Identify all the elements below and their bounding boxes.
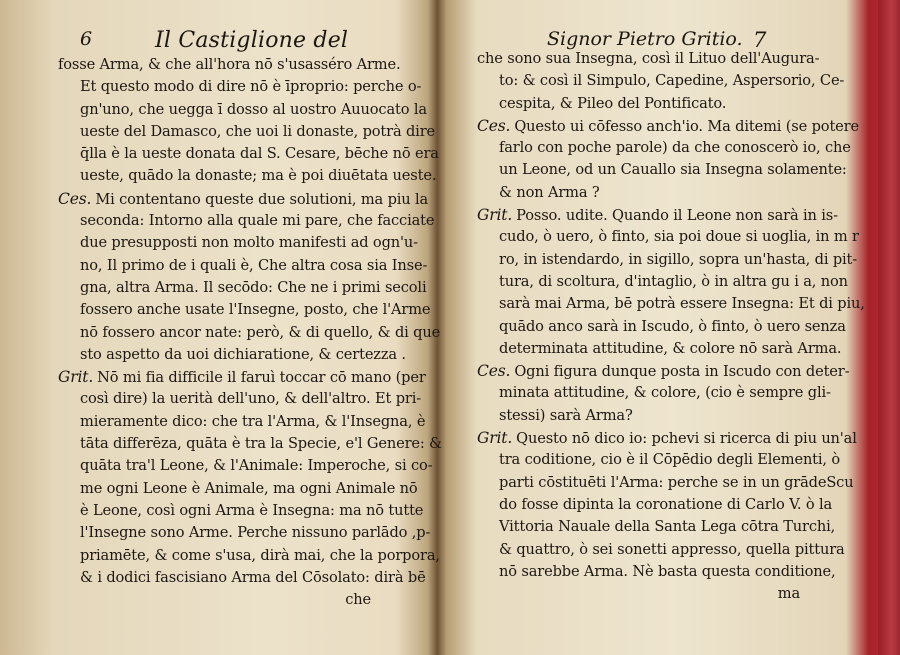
speaker-label: Ces. xyxy=(477,362,511,381)
line-text: nō fossero ancor nate: però, & di quello, & di que xyxy=(80,323,441,341)
text-line xyxy=(58,210,435,232)
line-text: mieramente dico: che tra l'Arma, & l'Insegna, è xyxy=(80,412,426,430)
line-text: no, Il primo de i quali è, Che altra cosa sia Inse- xyxy=(80,256,428,274)
text-line xyxy=(58,411,426,433)
line-text: tura, di scoltura, d'intaglio, ò in altra gu i a, non xyxy=(499,272,848,290)
left-page-number: 6 xyxy=(80,28,93,50)
text-line xyxy=(477,382,831,404)
text-line xyxy=(58,500,424,522)
line-text: l'Insegne sono Arme. Perche nissuno parlādo ,p- xyxy=(80,524,431,542)
line-text: che sono sua Insegna, così il Lituo dell'Augura- xyxy=(477,50,820,67)
text-line xyxy=(477,539,845,561)
text-line xyxy=(477,204,838,226)
line-text: determinata attitudine, & colore nō sarà Arma. xyxy=(499,339,842,357)
catchword: ma xyxy=(777,585,800,603)
line-text: seconda: Intorno alla quale mi pare, che facciate xyxy=(80,212,435,230)
line-text: minata attitudine, & colore, (cio è sempre gli- xyxy=(499,384,831,402)
text-line xyxy=(58,143,439,165)
line-text: Ogni figura dunque posta in Iscudo con deter- xyxy=(514,363,850,381)
line-text: quāta tra'l Leone, & l'Animale: Imperoche, si co- xyxy=(80,457,433,475)
right-page xyxy=(437,0,877,655)
line-text: un Leone, od un Cauallo sia Insegna solamente: xyxy=(499,161,847,179)
line-text: cespita, & Pileo del Pontificato. xyxy=(499,94,727,112)
text-line xyxy=(477,316,846,338)
text-line xyxy=(477,561,836,583)
text-line xyxy=(477,48,820,70)
text-line xyxy=(58,522,431,544)
speaker-label: Grit. xyxy=(477,429,513,448)
line-text: quādo anco sarà in Iscudo, ò finto, ò uero senza xyxy=(499,317,846,335)
text-line xyxy=(58,388,422,410)
speaker-label: Ces. xyxy=(58,189,92,208)
text-line xyxy=(477,159,847,181)
text-line xyxy=(477,249,858,271)
line-text: Posso. udite. Quando il Leone non sarà in is- xyxy=(516,207,838,225)
line-text: to: & così il Simpulo, Capedine, Aspersorio, Ce- xyxy=(499,72,845,90)
left-page-body xyxy=(58,54,442,611)
line-text: priamēte, & come s'usa, dirà mai, che la porpora, xyxy=(80,546,440,564)
line-text: do fosse dipinta la coronatione di Carlo V. ò la xyxy=(499,495,833,513)
text-line xyxy=(477,494,833,516)
line-text: ueste, quādo la donaste; ma è poi diuētata ueste. xyxy=(80,167,437,185)
line-text: Questo nō dico io: pchevi si ricerca di piu un'al xyxy=(516,430,857,448)
text-line xyxy=(477,226,859,248)
right-running-head: Signor Pietro Gritio. xyxy=(547,28,743,50)
text-line xyxy=(58,478,418,500)
speaker-label: Ces. xyxy=(477,116,511,135)
text-line xyxy=(58,277,427,299)
text-line xyxy=(477,293,865,315)
line-text: fosse Arma, & che all'hora nō s'usasséro Arme. xyxy=(58,56,401,73)
text-line xyxy=(477,427,857,449)
text-line xyxy=(477,115,859,137)
left-running-head: Il Castiglione del xyxy=(155,28,349,53)
text-line xyxy=(477,338,842,360)
text-line xyxy=(58,99,427,121)
text-line xyxy=(58,455,433,477)
text-line xyxy=(58,344,406,366)
text-line xyxy=(477,405,812,427)
text-line xyxy=(58,433,442,455)
text-line xyxy=(58,322,441,344)
line-text: è Leone, così ogni Arma è Insegna: ma nō tutte xyxy=(80,501,424,519)
line-text: sto aspetto da uoi dichiaratione, & certezza . xyxy=(80,345,406,363)
line-text: Nō mi fia difficile il faruì toccar cō mano (per xyxy=(97,369,426,387)
text-line xyxy=(58,299,431,321)
line-text: parti cōstituēti l'Arma: perche se in un grādeScu xyxy=(499,473,854,491)
text-line xyxy=(477,516,836,538)
line-text: Mi contentano queste due solutioni, ma piu la xyxy=(95,190,429,208)
line-text: stessi) sarà Arma? xyxy=(499,406,633,424)
text-line xyxy=(58,76,422,98)
catchword: che xyxy=(345,591,371,609)
line-text: & i dodici fascisiano Arma del Cōsolato: dirà bē xyxy=(80,568,426,586)
line-text: così dire) la uerità dell'uno, & dell'altro. Et pri- xyxy=(80,390,422,408)
line-text: ro, in istendardo, in sigillo, sopra un'hasta, di pit- xyxy=(499,250,858,268)
line-text: & non Arma ? xyxy=(499,183,600,201)
right-page-number: 7 xyxy=(753,28,767,52)
line-text: me ogni Leone è Animale, ma ogni Animale nō xyxy=(80,479,418,497)
text-line xyxy=(477,182,812,204)
text-line xyxy=(58,232,418,254)
text-line xyxy=(477,360,850,382)
text-line xyxy=(477,93,812,115)
line-text: q̄lla è la ueste donata dal S. Cesare, bēche nō era xyxy=(80,145,439,163)
text-line xyxy=(477,449,841,471)
text-line xyxy=(58,188,429,210)
line-text: tra coditione, cio è il Cōpēdio degli Elementi, ò xyxy=(499,451,841,469)
line-text: tāta differēza, quāta è tra la Specie, e'l Genere: & xyxy=(80,435,442,453)
line-text: Et questo modo di dire nō è īproprio: perche o- xyxy=(80,78,422,96)
text-line xyxy=(58,121,436,143)
text-line xyxy=(58,545,440,567)
text-line xyxy=(477,70,845,92)
text-line xyxy=(58,54,401,76)
line-text: cudo, ò uero, ò finto, sia poi doue si uoglia, in m r xyxy=(499,228,859,246)
left-page xyxy=(0,0,442,655)
speaker-label: Grit. xyxy=(477,206,513,225)
line-text: sarà mai Arma, bē potrà essere Insegna: Et di piu, xyxy=(499,295,865,313)
speaker-label: Grit. xyxy=(58,368,94,387)
line-text: Questo ui cōfesso anch'io. Ma ditemi (se potere xyxy=(514,117,859,135)
text-line xyxy=(477,271,848,293)
text-line xyxy=(58,165,437,187)
right-page-body xyxy=(477,48,865,605)
text-line xyxy=(58,255,428,277)
line-text: nō sarebbe Arma. Nè basta questa conditione, xyxy=(499,562,836,580)
text-line xyxy=(477,137,851,159)
line-text: gna, altra Arma. Il secōdo: Che ne i primi secoli xyxy=(80,278,427,296)
line-text: & quattro, ò sei sonetti appresso, quella pittura xyxy=(499,540,845,558)
line-text: gn'uno, che uegga ī dosso al uostro Auuocato la xyxy=(80,100,427,118)
line-text: fossero anche usate l'Insegne, posto, che l'Arme xyxy=(80,301,431,319)
red-edge-tab xyxy=(878,0,900,655)
text-line xyxy=(58,567,426,589)
line-text: due presupposti non molto manifesti ad ogn'u- xyxy=(80,234,418,252)
line-text: ueste del Damasco, che uoi li donaste, potrà dire xyxy=(80,122,436,140)
text-line xyxy=(477,472,854,494)
line-text: farlo con poche parole) da che conoscerò io, che xyxy=(499,139,851,157)
text-line xyxy=(58,366,426,388)
line-text: Vittoria Nauale della Santa Lega cōtra Turchi, xyxy=(499,518,836,536)
